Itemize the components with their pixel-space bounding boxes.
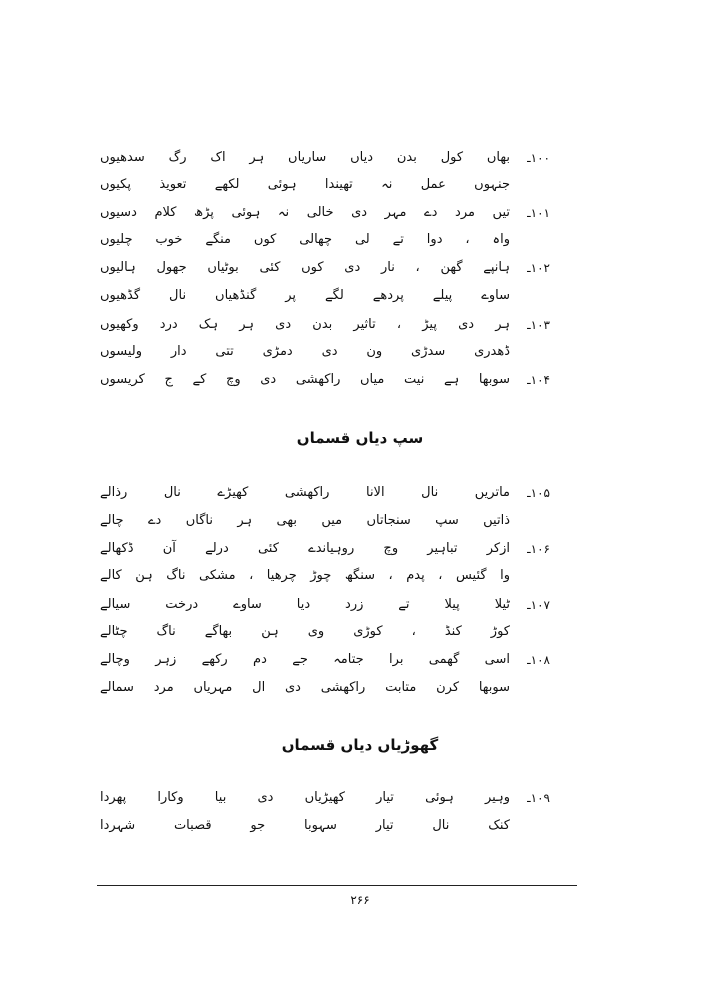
verse-103-line-1 [100, 313, 550, 337]
verse-number: ۱۰۹ـ [527, 791, 550, 805]
verse-104-line-1 [100, 368, 550, 392]
verse-108-line-2 [100, 676, 550, 700]
verse-text: ڈھدری سدڑی ون دی دمڑی تتی دار ولیسوں [100, 344, 510, 359]
verse-101-line-1 [100, 201, 550, 225]
section-heading-horse-types: گھوڑیاں دیاں قسماں [281, 736, 439, 754]
verse-text: ذاتیں سپ سنجاتاں میں بھی ہر ناگاں دے چالے [100, 513, 510, 528]
verse-107-line-2 [100, 620, 550, 644]
verse-106-line-2 [100, 564, 550, 588]
verse-text: کنک نال تیار سہوبا جو قصبات شہردا [100, 818, 510, 833]
verse-text: ساوے پیلے پردھے لگے پر گنڈھیاں نال گڈھیوں [100, 288, 510, 303]
verse-number: ۱۰۵ـ [527, 486, 550, 500]
verse-100-line-2 [100, 173, 550, 197]
verse-number: ۱۰۷ـ [527, 598, 550, 612]
verse-101-line-2 [100, 228, 550, 252]
verse-number: ۱۰۴ـ [527, 373, 550, 387]
verse-number: ۱۰۲ـ [527, 261, 550, 275]
verse-105-line-2 [100, 509, 550, 533]
verse-text: ازکر تباہیر وچ روہیاندے کئی درلے آن ڈکھالے [100, 541, 510, 556]
verse-text: سوبھا کرن متابت راکھشی دی ال مہریاں مرد سمالے [100, 680, 510, 695]
verse-text: واہ ، دوا تے لی چھالی کوں منگے خوب چلیوں [100, 232, 510, 247]
verse-number: ۱۰۸ـ [527, 653, 550, 667]
page-number: ۲۶۶ [350, 893, 370, 907]
verse-108-line-1 [100, 648, 550, 672]
verse-number: ۱۰۱ـ [527, 206, 550, 220]
verse-107-line-1 [100, 593, 550, 617]
verse-102-line-1 [100, 256, 550, 280]
verse-number: ۱۰۶ـ [527, 542, 550, 556]
verse-103-line-2 [100, 340, 550, 364]
verse-109-line-1 [100, 786, 550, 810]
verse-text: اسی گھمی برا جتامہ جے دم رکھے زہر وچالے [100, 652, 510, 667]
verse-text: وہیر ہوئی تیار کھیڑیاں دی بیا وکارا پھردا [100, 790, 510, 805]
verse-text: وا گئیس ، پدم ، سنگھ چوڑ چرھیا ، مشکی ناگ ہن کالے [100, 568, 510, 583]
section-heading-snake-types: سپ دیاں قسماں [296, 429, 424, 447]
verse-106-line-1 [100, 537, 550, 561]
verse-text: کوڑ کنڈ ، کوڑی وی ہن بھاگے ناگ چٹالے [100, 624, 510, 639]
verse-text: ٹیلا پیلا تے زرد دیا ساوے درخت سیالے [100, 597, 510, 612]
verse-number: ۱۰۰ـ [527, 151, 550, 165]
verse-109-line-2 [100, 814, 550, 838]
verse-text: ہر دی پیڑ ، تاثیر بدن دی ہر ہک درد وکھیوں [100, 317, 510, 332]
verse-text: ہانپے گھن ، نار دی کوں کئی بوٹیاں جھول ہالیوں [100, 260, 510, 275]
verse-text: ماتریں نال الانا راکھشی کھیڑے نال رذالے [100, 485, 510, 500]
verse-text: سوبھا ہے نیت میاں راکھشی دی وچ کے ج کریسوں [100, 372, 510, 387]
verse-text: تیں مرد دے مہر دی خالی نہ ہوئی پڑھ کلام دسیوں [100, 205, 510, 220]
verse-105-line-1 [100, 481, 550, 505]
verse-text: جنہوں عمل نہ تھیندا ہوئی لکھے تعویذ پکیوں [100, 177, 510, 192]
verse-text: بھاں کول بدن دیاں ساریاں ہر اک رگ سدھیوں [100, 150, 510, 165]
verse-102-line-2 [100, 284, 550, 308]
verse-100-line-1 [100, 146, 550, 170]
footer-divider [97, 885, 577, 886]
verse-number: ۱۰۳ـ [527, 318, 550, 332]
